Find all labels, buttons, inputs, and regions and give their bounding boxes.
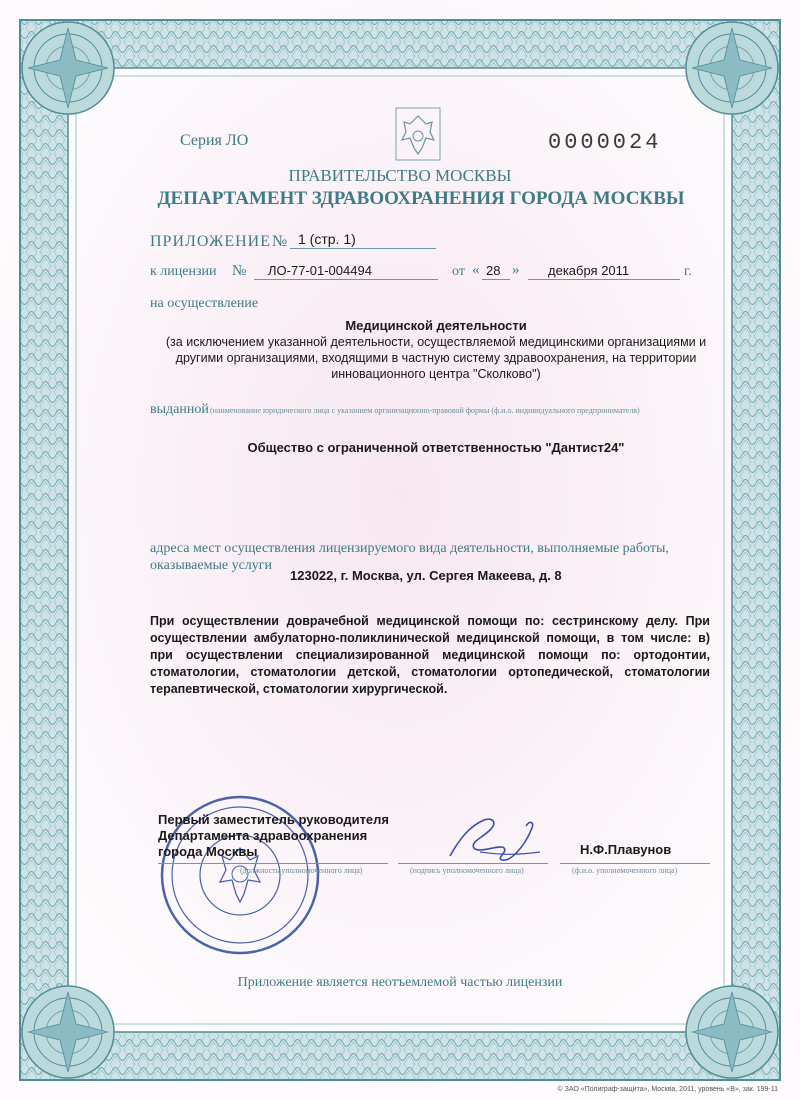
from-label: от xyxy=(452,264,465,279)
services-description: При осуществлении доврачебной медицинской помощи по: сестринскому делу. При осуществлении амбулаторно-поликлинической медицинской помощи, в том числе: в) при осуществлении специализированной медицинской помощи по: ортодонтии, стоматологии, стоматологии детской, стоматологии ортопедической, стоматологии терапевтической, стоматологии хирургической. xyxy=(150,614,710,696)
printer-imprint: © ЗАО «Полиграф-защита», Москва, 2011, уровень «В», зак. 199-11 xyxy=(557,1086,778,1093)
serial-number: 0000024 xyxy=(548,130,662,155)
department-title: ДЕПАРТАМЕНТ ЗДРАВООХРАНЕНИЯ ГОРОДА МОСКВЫ xyxy=(157,188,685,209)
issued-label: выданной xyxy=(150,402,209,417)
license-day: 28 xyxy=(486,263,501,278)
position-hint: (должность уполномоченного лица) xyxy=(240,866,363,875)
corner-rosette-top-left xyxy=(22,22,114,114)
corner-rosette-bottom-right xyxy=(686,986,778,1078)
handwritten-signature xyxy=(440,808,550,868)
license-number-underline xyxy=(254,279,438,280)
activity-label: на осуществление xyxy=(150,296,259,311)
signature-underline xyxy=(398,863,548,864)
appendix-number: 1 (стр. 1) xyxy=(298,231,356,247)
day-underline xyxy=(482,279,510,280)
year-suffix: г. xyxy=(684,264,692,279)
license-month-year: декабря 2011 xyxy=(548,263,630,278)
corner-rosette-top-right xyxy=(686,22,778,114)
month-year-underline xyxy=(528,279,680,280)
organization-name: Общество с ограниченной ответственностью "Дантист24" xyxy=(247,440,625,455)
license-number: ЛО-77-01-004494 xyxy=(268,263,372,278)
quote-open: « xyxy=(472,262,480,278)
footer-note: Приложение является неотъемлемой частью лицензии xyxy=(237,975,563,990)
series-label: Серия ЛО xyxy=(180,132,249,149)
signature-hint: (подпись уполномоченного лица) xyxy=(410,866,524,875)
activity-description: (за исключением указанной деятельности, осуществляемой медицинскими организациями и другими организациями, входящими в частную систему здравоохранения, на территории инновационного центра "Сколково") xyxy=(165,335,707,381)
quote-close: » xyxy=(512,262,520,278)
government-title: ПРАВИТЕЛЬСТВО МОСКВЫ xyxy=(288,166,512,185)
issued-hint: (наименование юридического лица с указанием организационно-правовой формы (ф.и.о. индивидуального предпринимателя) xyxy=(210,406,640,415)
appendix-label: ПРИЛОЖЕНИЕ xyxy=(150,233,272,250)
position-underline xyxy=(158,863,388,864)
name-hint: (ф.и.о. уполномоченного лица) xyxy=(572,866,678,875)
address-value: 123022, г. Москва, ул. Сергея Макеева, д. 8 xyxy=(290,568,562,583)
appendix-number-sign: № xyxy=(272,233,288,250)
name-underline xyxy=(560,863,710,864)
activity-title: Медицинской деятельности xyxy=(345,318,527,333)
license-number-sign: № xyxy=(232,263,247,279)
signatory-position: Первый заместитель руководителя Департамента здравоохранения города Москвы xyxy=(158,812,390,859)
addresses-label: адреса мест осуществления лицензируемого вида деятельности, выполняемые работы, оказываемые услуги xyxy=(150,541,669,573)
license-ref-label: к лицензии xyxy=(150,264,217,279)
appendix-number-underline xyxy=(290,248,436,249)
corner-rosette-bottom-left xyxy=(22,986,114,1078)
signatory-name: Н.Ф.Плавунов xyxy=(580,842,672,857)
